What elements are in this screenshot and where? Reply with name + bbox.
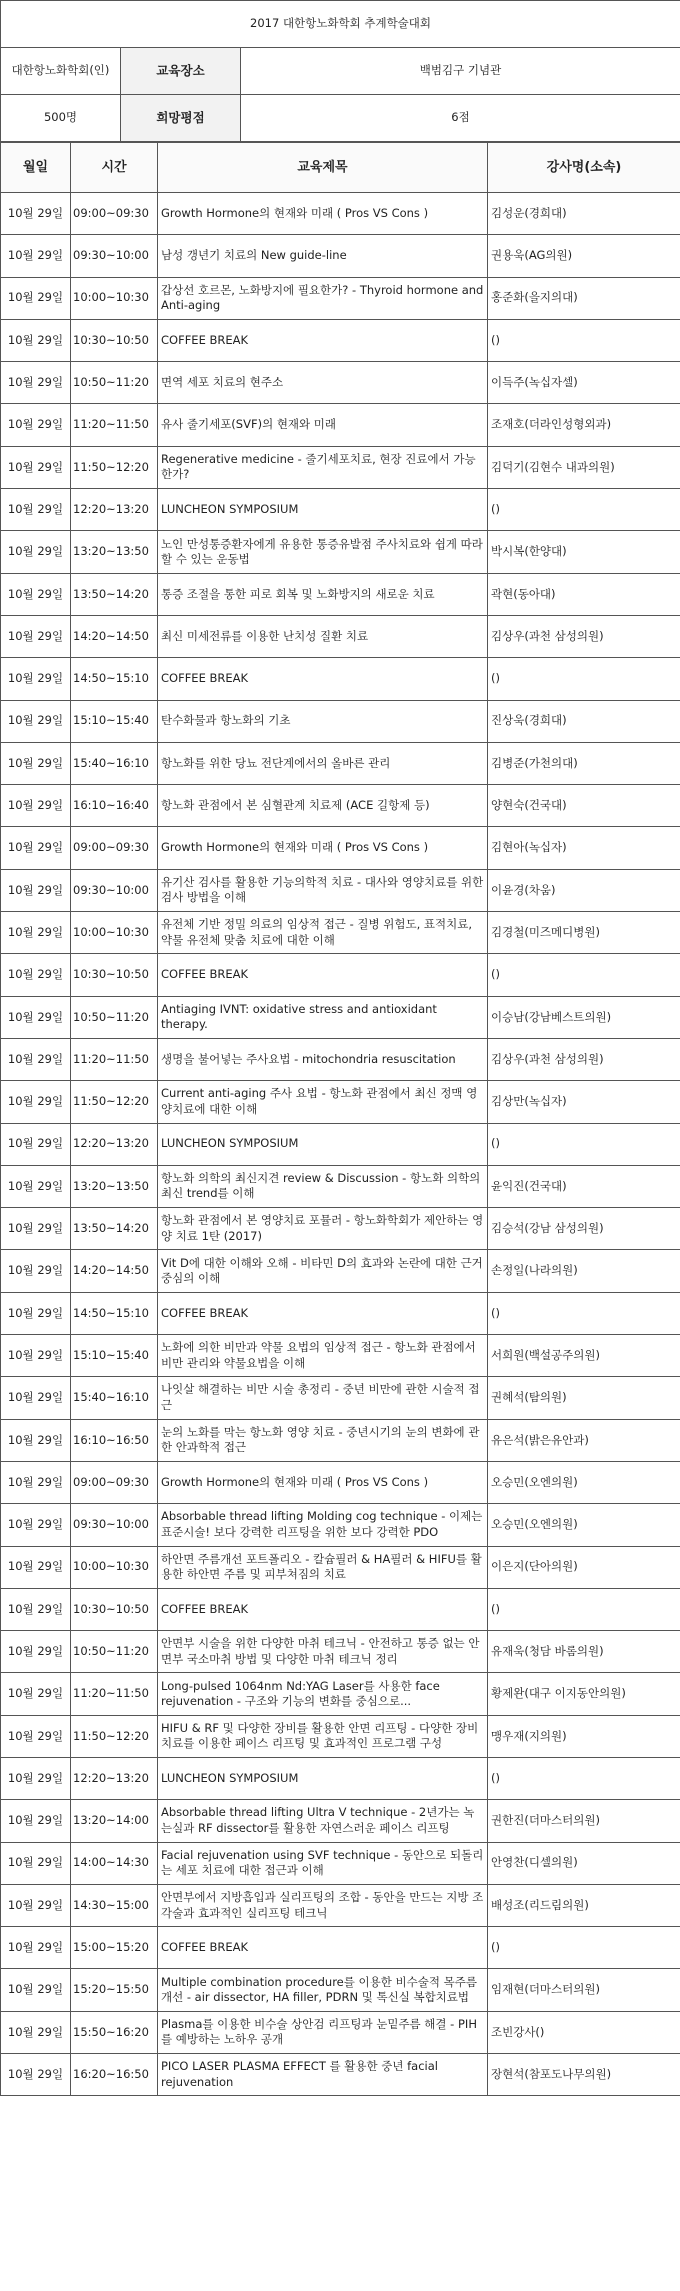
schedule-row: [1, 531, 680, 573]
schedule-row: [1, 319, 680, 361]
session-time: 10:50~11:20: [71, 1631, 158, 1673]
session-date: 10월 29일: [1, 954, 71, 996]
session-speaker: (): [488, 1123, 680, 1165]
session-title: 안면부 시술을 위한 다양한 마취 테크닉 - 안전하고 통증 없는 안면부 국소마취 방법 및 다양한 마취 테크닉 정리: [158, 1631, 488, 1673]
points: 6점: [241, 95, 680, 142]
session-title: COFFEE BREAK: [158, 319, 488, 361]
session-title: 노화에 의한 비만과 약물 요법의 임상적 접근 - 항노화 관점에서 비만 관리와 약물요법을 이해: [158, 1335, 488, 1377]
session-speaker: 권한진(더마스터의원): [488, 1800, 680, 1842]
session-time: 09:00~09:30: [71, 193, 158, 235]
session-title: COFFEE BREAK: [158, 1588, 488, 1630]
session-time: 10:50~11:20: [71, 996, 158, 1038]
session-speaker: (): [488, 954, 680, 996]
session-speaker: (): [488, 1588, 680, 1630]
schedule-row: [1, 1842, 680, 1884]
session-speaker: 장현석(참포도나무의원): [488, 2054, 680, 2096]
session-title: 노인 만성통증환자에게 유용한 통증유발점 주사치료와 쉽게 따라할 수 있는 운동법: [158, 531, 488, 573]
session-title: 안면부에서 지방흡입과 실리프팅의 조합 - 동안을 만드는 지방 조각술과 효과적인 실리프팅 테크닉: [158, 1884, 488, 1926]
session-title: 탄수화물과 항노화의 기초: [158, 700, 488, 742]
session-date: 10월 29일: [1, 827, 71, 869]
session-title: Growth Hormone의 현재와 미래 ( Pros VS Cons ): [158, 193, 488, 235]
schedule-row: [1, 658, 680, 700]
session-time: 15:10~15:40: [71, 700, 158, 742]
session-title: Plasma를 이용한 비수술 상안검 리프팅과 눈밑주름 해결 - PIH를 예방하는 노하우 공개: [158, 2011, 488, 2053]
session-date: 10월 29일: [1, 869, 71, 911]
session-time: 14:00~14:30: [71, 1842, 158, 1884]
session-date: 10월 29일: [1, 1461, 71, 1503]
session-time: 15:20~15:50: [71, 1969, 158, 2011]
session-date: 10월 29일: [1, 193, 71, 235]
schedule-row: [1, 1419, 680, 1461]
schedule-row: [1, 700, 680, 742]
session-date: 10월 29일: [1, 1335, 71, 1377]
session-date: 10월 29일: [1, 1250, 71, 1292]
session-title: 나잇살 해결하는 비만 시술 총정리 - 중년 비만에 관한 시술적 접근: [158, 1377, 488, 1419]
schedule-body: [1, 193, 680, 2096]
session-time: 12:20~13:20: [71, 489, 158, 531]
session-title: COFFEE BREAK: [158, 658, 488, 700]
session-speaker: 손정일(나라의원): [488, 1250, 680, 1292]
session-speaker: 오승민(오엔의원): [488, 1504, 680, 1546]
session-date: 10월 29일: [1, 1715, 71, 1757]
session-time: 10:00~10:30: [71, 912, 158, 954]
session-time: 12:20~13:20: [71, 1123, 158, 1165]
session-date: 10월 29일: [1, 1631, 71, 1673]
session-speaker: 홍준화(을지의대): [488, 277, 680, 319]
schedule-row: [1, 1292, 680, 1334]
session-date: 10월 29일: [1, 1419, 71, 1461]
session-time: 11:20~11:50: [71, 1038, 158, 1080]
session-time: 16:10~16:40: [71, 785, 158, 827]
session-speaker: 황제완(대구 이지동안의원): [488, 1673, 680, 1715]
session-title: Multiple combination procedure를 이용한 비수술적 목주름 개선 - air dissector, HA filler, PDRN 및 톡신실 복합치료법: [158, 1969, 488, 2011]
schedule-row: [1, 996, 680, 1038]
session-speaker: 윤익진(건국대): [488, 1165, 680, 1207]
session-time: 13:50~14:20: [71, 573, 158, 615]
schedule-row: [1, 193, 680, 235]
schedule-row: [1, 869, 680, 911]
session-speaker: 진상욱(경희대): [488, 700, 680, 742]
session-date: 10월 29일: [1, 1927, 71, 1969]
session-date: 10월 29일: [1, 1038, 71, 1080]
session-title: Vit D에 대한 이해와 오해 - 비타민 D의 효과와 논란에 대한 근거 중심의 이해: [158, 1250, 488, 1292]
organizer: 대한항노화학회(인): [1, 48, 121, 95]
session-date: 10월 29일: [1, 615, 71, 657]
session-speaker: 이승남(강남베스트의원): [488, 996, 680, 1038]
session-date: 10월 29일: [1, 404, 71, 446]
session-title: Absorbable thread lifting Ultra V technique - 2년가는 녹는실과 RF dissector를 활용한 자연스러운 페이스 리프팅: [158, 1800, 488, 1842]
session-date: 10월 29일: [1, 1292, 71, 1334]
session-date: 10월 29일: [1, 446, 71, 488]
session-date: 10월 29일: [1, 658, 71, 700]
session-speaker: (): [488, 1292, 680, 1334]
schedule-row: [1, 1546, 680, 1588]
session-title: 유기산 검사를 활용한 기능의학적 치료 - 대사와 영양치료를 위한 검사 방법을 이해: [158, 869, 488, 911]
session-title: Growth Hormone의 현재와 미래 ( Pros VS Cons ): [158, 827, 488, 869]
session-title: 항노화 관점에서 본 심혈관계 치료제 (ACE 길항제 등): [158, 785, 488, 827]
schedule-row: [1, 489, 680, 531]
session-title: PICO LASER PLASMA EFFECT 를 활용한 중년 facial rejuvenation: [158, 2054, 488, 2096]
schedule-row: [1, 1123, 680, 1165]
session-date: 10월 29일: [1, 573, 71, 615]
session-speaker: 권용욱(AG의원): [488, 235, 680, 277]
session-time: 14:50~15:10: [71, 1292, 158, 1334]
schedule-row: [1, 1757, 680, 1799]
schedule-row: [1, 1588, 680, 1630]
schedule-row: [1, 1631, 680, 1673]
schedule-row: [1, 404, 680, 446]
session-speaker: 김상만(녹십자): [488, 1081, 680, 1123]
session-date: 10월 29일: [1, 1800, 71, 1842]
schedule-row: [1, 1884, 680, 1926]
schedule-row: [1, 1081, 680, 1123]
session-speaker: 임재현(더마스터의원): [488, 1969, 680, 2011]
session-speaker: 김상우(과천 삼성의원): [488, 615, 680, 657]
session-time: 10:50~11:20: [71, 362, 158, 404]
session-title: 항노화 의학의 최신지견 review & Discussion - 항노화 의학의 최신 trend를 이해: [158, 1165, 488, 1207]
session-title: COFFEE BREAK: [158, 1292, 488, 1334]
session-speaker: 김상우(과천 삼성의원): [488, 1038, 680, 1080]
session-speaker: 김현아(녹십자): [488, 827, 680, 869]
session-time: 10:00~10:30: [71, 1546, 158, 1588]
session-title: 하안면 주름개선 포트폴리오 - 칼슘필러 & HA필러 & HIFU를 활용한 하안면 주름 및 피부쳐짐의 치료: [158, 1546, 488, 1588]
schedule-row: [1, 785, 680, 827]
session-speaker: 이득주(녹십자셀): [488, 362, 680, 404]
session-date: 10월 29일: [1, 785, 71, 827]
session-speaker: 조재호(더라인성형외과): [488, 404, 680, 446]
session-time: 14:30~15:00: [71, 1884, 158, 1926]
session-speaker: 양현숙(건국대): [488, 785, 680, 827]
session-title: COFFEE BREAK: [158, 954, 488, 996]
session-title: 항노화를 위한 당뇨 전단계에서의 올바른 관리: [158, 742, 488, 784]
session-time: 14:50~15:10: [71, 658, 158, 700]
session-date: 10월 29일: [1, 235, 71, 277]
column-header-date: 월일: [1, 143, 71, 193]
session-speaker: 안영찬(디셀의원): [488, 1842, 680, 1884]
schedule-row: [1, 1250, 680, 1292]
session-title: Long-pulsed 1064nm Nd:YAG Laser를 사용한 face rejuvenation - 구조와 기능의 변화를 중심으로...: [158, 1673, 488, 1715]
schedule-row: [1, 1461, 680, 1503]
session-date: 10월 29일: [1, 362, 71, 404]
session-date: 10월 29일: [1, 1757, 71, 1799]
schedule-row: [1, 1208, 680, 1250]
session-time: 09:30~10:00: [71, 235, 158, 277]
session-speaker: 배성조(리드림의원): [488, 1884, 680, 1926]
session-speaker: 서희원(백설공주의원): [488, 1335, 680, 1377]
venue: 백범김구 기념관: [241, 48, 680, 95]
session-title: LUNCHEON SYMPOSIUM: [158, 1757, 488, 1799]
points-label: 희망평점: [121, 95, 241, 142]
session-time: 12:20~13:20: [71, 1757, 158, 1799]
venue-label: 교육장소: [121, 48, 241, 95]
course-title: 2017 대한항노화학회 추계학술대회: [1, 1, 680, 48]
session-date: 10월 29일: [1, 742, 71, 784]
session-time: 11:20~11:50: [71, 1673, 158, 1715]
session-speaker: (): [488, 1927, 680, 1969]
session-date: 10월 29일: [1, 1673, 71, 1715]
schedule-row: [1, 2054, 680, 2096]
session-date: 10월 29일: [1, 1504, 71, 1546]
session-time: 11:50~12:20: [71, 446, 158, 488]
session-speaker: 김승석(강남 삼성의원): [488, 1208, 680, 1250]
session-time: 16:10~16:50: [71, 1419, 158, 1461]
schedule-row: [1, 1927, 680, 1969]
session-title: 통증 조절을 통한 피로 회복 및 노화방지의 새로운 치료: [158, 573, 488, 615]
session-speaker: 유재욱(청담 바롬의원): [488, 1631, 680, 1673]
schedule-row: [1, 1969, 680, 2011]
column-header-title: 교육제목: [158, 143, 488, 193]
session-time: 14:20~14:50: [71, 615, 158, 657]
session-time: 13:20~14:00: [71, 1800, 158, 1842]
session-time: 11:50~12:20: [71, 1081, 158, 1123]
session-date: 10월 29일: [1, 912, 71, 954]
session-speaker: 김경철(미즈메디병원): [488, 912, 680, 954]
session-speaker: (): [488, 489, 680, 531]
schedule-row: [1, 1165, 680, 1207]
session-time: 13:50~14:20: [71, 1208, 158, 1250]
session-date: 10월 29일: [1, 1588, 71, 1630]
session-time: 09:30~10:00: [71, 869, 158, 911]
session-date: 10월 29일: [1, 1377, 71, 1419]
schedule-row: [1, 573, 680, 615]
session-speaker: 오승민(오엔의원): [488, 1461, 680, 1503]
schedule-row: [1, 277, 680, 319]
session-speaker: 유은석(밝은유안과): [488, 1419, 680, 1461]
session-date: 10월 29일: [1, 277, 71, 319]
session-date: 10월 29일: [1, 489, 71, 531]
session-time: 10:00~10:30: [71, 277, 158, 319]
session-time: 09:00~09:30: [71, 1461, 158, 1503]
session-title: 눈의 노화를 막는 항노화 영양 치료 - 중년시기의 눈의 변화에 관한 안과학적 접근: [158, 1419, 488, 1461]
schedule-row: [1, 1800, 680, 1842]
session-speaker: 이윤경(차움): [488, 869, 680, 911]
schedule-row: [1, 742, 680, 784]
session-title: 남성 갱년기 치료의 New guide-line: [158, 235, 488, 277]
session-title: 면역 세포 치료의 현주소: [158, 362, 488, 404]
schedule-row: [1, 2011, 680, 2053]
session-speaker: 조빈강사(): [488, 2011, 680, 2053]
session-date: 10월 29일: [1, 1081, 71, 1123]
session-date: 10월 29일: [1, 1208, 71, 1250]
session-title: Growth Hormone의 현재와 미래 ( Pros VS Cons ): [158, 1461, 488, 1503]
session-speaker: 맹우재(지의원): [488, 1715, 680, 1757]
session-date: 10월 29일: [1, 2011, 71, 2053]
session-speaker: 김덕기(김현수 내과의원): [488, 446, 680, 488]
session-title: 최신 미세전류를 이용한 난치성 질환 치료: [158, 615, 488, 657]
session-title: LUNCHEON SYMPOSIUM: [158, 489, 488, 531]
session-time: 11:50~12:20: [71, 1715, 158, 1757]
session-title: LUNCHEON SYMPOSIUM: [158, 1123, 488, 1165]
schedule-row: [1, 1377, 680, 1419]
session-title: 유사 줄기세포(SVF)의 현재와 미래: [158, 404, 488, 446]
schedule-row: [1, 615, 680, 657]
session-title: Current anti-aging 주사 요법 - 항노화 관점에서 최신 정맥 영양치료에 대한 이해: [158, 1081, 488, 1123]
session-title: Antiaging IVNT: oxidative stress and antioxidant therapy.: [158, 996, 488, 1038]
session-title: Regenerative medicine - 줄기세포치료, 현장 진료에서 가능한가?: [158, 446, 488, 488]
session-speaker: 곽현(동아대): [488, 573, 680, 615]
session-speaker: 박시복(한양대): [488, 531, 680, 573]
session-speaker: 권혜석(탐의원): [488, 1377, 680, 1419]
session-date: 10월 29일: [1, 1546, 71, 1588]
session-date: 10월 29일: [1, 319, 71, 361]
session-time: 14:20~14:50: [71, 1250, 158, 1292]
session-time: 09:30~10:00: [71, 1504, 158, 1546]
session-time: 13:20~13:50: [71, 531, 158, 573]
session-time: 15:40~16:10: [71, 742, 158, 784]
session-time: 10:30~10:50: [71, 319, 158, 361]
schedule-row: [1, 362, 680, 404]
session-date: 10월 29일: [1, 700, 71, 742]
session-date: 10월 29일: [1, 531, 71, 573]
session-time: 15:50~16:20: [71, 2011, 158, 2053]
schedule-row: [1, 235, 680, 277]
session-speaker: 김병준(가천의대): [488, 742, 680, 784]
session-time: 15:10~15:40: [71, 1335, 158, 1377]
session-title: HIFU & RF 및 다양한 장비를 활용한 안면 리프팅 - 다양한 장비치료를 이용한 페이스 리프팅 및 효과적인 프로그램 구성: [158, 1715, 488, 1757]
schedule-row: [1, 1038, 680, 1080]
schedule-row: [1, 827, 680, 869]
session-speaker: 이은지(단아의원): [488, 1546, 680, 1588]
session-date: 10월 29일: [1, 1165, 71, 1207]
session-title: COFFEE BREAK: [158, 1927, 488, 1969]
session-time: 13:20~13:50: [71, 1165, 158, 1207]
session-time: 15:00~15:20: [71, 1927, 158, 1969]
session-time: 10:30~10:50: [71, 1588, 158, 1630]
session-speaker: (): [488, 1757, 680, 1799]
session-date: 10월 29일: [1, 2054, 71, 2096]
session-title: 항노화 관점에서 본 영양치료 포뮬러 - 항노화학회가 제안하는 영양 치료 1탄 (2017): [158, 1208, 488, 1250]
session-title: Facial rejuvenation using SVF technique - 동안으로 되돌리는 세포 치료에 대한 접근과 이해: [158, 1842, 488, 1884]
session-speaker: (): [488, 319, 680, 361]
column-header-time: 시간: [71, 143, 158, 193]
schedule-row: [1, 954, 680, 996]
session-date: 10월 29일: [1, 1842, 71, 1884]
session-speaker: 김성운(경희대): [488, 193, 680, 235]
column-header-speaker: 강사명(소속): [488, 143, 680, 193]
session-speaker: (): [488, 658, 680, 700]
schedule-row: [1, 1673, 680, 1715]
session-title: 생명을 불어넣는 주사요법 - mitochondria resuscitation: [158, 1038, 488, 1080]
session-date: 10월 29일: [1, 1969, 71, 2011]
session-time: 15:40~16:10: [71, 1377, 158, 1419]
session-time: 11:20~11:50: [71, 404, 158, 446]
schedule-row: [1, 446, 680, 488]
course-info-table: [0, 0, 680, 142]
capacity: 500명: [1, 95, 121, 142]
session-date: 10월 29일: [1, 1884, 71, 1926]
schedule-row: [1, 1335, 680, 1377]
session-title: 갑상선 호르몬, 노화방지에 필요한가? - Thyroid hormone and Anti-aging: [158, 277, 488, 319]
session-date: 10월 29일: [1, 1123, 71, 1165]
schedule-row: [1, 912, 680, 954]
session-title: 유전체 기반 정밀 의료의 임상적 접근 - 질병 위험도, 표적치료, 약물 유전체 맞춤 치료에 대한 이해: [158, 912, 488, 954]
session-title: Absorbable thread lifting Molding cog technique - 이제는 표준시술! 보다 강력한 리프팅을 위한 보다 강력한 PDO: [158, 1504, 488, 1546]
session-time: 09:00~09:30: [71, 827, 158, 869]
session-date: 10월 29일: [1, 996, 71, 1038]
schedule-row: [1, 1715, 680, 1757]
session-time: 16:20~16:50: [71, 2054, 158, 2096]
session-time: 10:30~10:50: [71, 954, 158, 996]
schedule-table: [0, 142, 680, 2096]
schedule-row: [1, 1504, 680, 1546]
